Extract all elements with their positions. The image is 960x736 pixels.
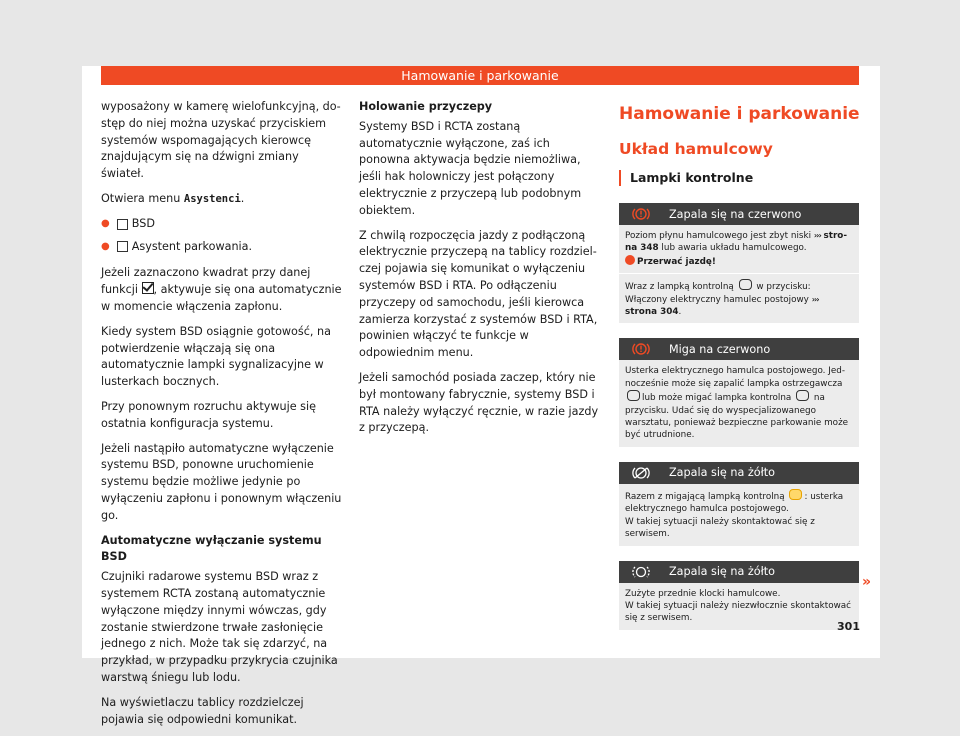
box-text: Usterka elektrycznego hamulca postojowego. Jednocześnie może się zapalić lampka ostrzegawcza [625, 366, 846, 389]
box-text: Poziom płynu hamulcowego jest zbyt niski [625, 231, 812, 241]
section-heading: Automatyczne wyłączanie systemu BSD [101, 533, 322, 564]
paragraph: Systemy BSD i RCTA zostaną automatycznie wyłączone, zaś ich ponowna aktywacja będzie niemożliwa, jeśli hak holowniczy jest połączony elektrycznie z przyczepą lub podobnym obiektem. [359, 119, 582, 217]
box-header [619, 462, 859, 484]
box-text: Zużyte przednie klocki hamulcowe. [625, 588, 781, 599]
warning-text: Przerwać jazdę! [637, 256, 716, 267]
brake-warning-icon [619, 207, 663, 221]
box-heading: Zapala się na czerwono [669, 207, 802, 221]
box-text: W takiej sytuacji należy niezwłocznie skontaktować się z serwisem. [625, 600, 852, 624]
paragraph: wyposażony w kamerę wielofunkcyjną, dostęp do niej można uzyskać przyciskiem systemów wspomagających kierowcę znajdującym się na dźwigni zmiany świateł. [101, 100, 341, 181]
bullet-icon: ● [101, 240, 110, 252]
box-text: . [678, 307, 682, 318]
list-item [101, 216, 345, 233]
continue-mark: » [862, 574, 872, 590]
page-number: 301 [837, 620, 860, 633]
box-text: lub może migać lampka kontrolna [642, 393, 792, 404]
subsection-title: Lampki kontrolne [619, 170, 859, 186]
link-arrow: ››› [813, 231, 821, 240]
section-heading: Holowanie przyczepy [359, 100, 493, 113]
paragraph: Kiedy system BSD osiągnie gotowość, na potwierdzenie włączają się ona automatycznie lampki sygnalizacyjne w lusterkach bocznych. [101, 324, 331, 389]
bullet-icon: ● [101, 217, 110, 229]
box-text: na przycisku. Udać się do wyspecjalizowanego warsztatu, ponieważ bezpieczne parkowanie może być utrudnione. [625, 393, 849, 441]
parking-brake-icon [789, 489, 802, 500]
paragraph: Czujniki radarowe systemu BSD wraz z systemem RCTA zostaną automatycznie wyłączone między innymi wówczas, gdy zostanie stwierdzone trwałe zasłonięcie jednego z nich. Może tak się zdarzyć, na przykład, w przypadku przykrycia czujnika warstwą śniegu lub lodu. [101, 570, 338, 684]
box-header [619, 203, 859, 225]
parking-brake-icon [627, 390, 640, 401]
box-row [619, 274, 859, 324]
middle-column [359, 99, 603, 445]
chapter-title: Hamowanie i parkowanie [619, 104, 860, 124]
paragraph: Przy ponownym rozruchu aktywuje się ostatnia konfiguracja systemu. [101, 399, 316, 430]
box-text: : usterka elektrycznego hamulca postojowego. [625, 491, 844, 515]
link-arrow: ››› [811, 294, 819, 304]
menu-suffix: . [240, 191, 245, 205]
stop-badge-icon [625, 255, 635, 265]
box-heading: Zapala się na żółto [669, 466, 776, 480]
option-label: BSD [131, 216, 155, 230]
menu-name: Asystenci [183, 192, 241, 205]
paragraph: Na wyświetlaczu tablicy rozdzielczej pojawia się odpowiedni komunikat. [101, 695, 304, 726]
brake-pads-icon [619, 565, 663, 579]
paragraph-text: Jeżeli zaznaczono kwadrat przy danej funkcji [101, 266, 311, 297]
indicator-box-red [619, 203, 859, 324]
box-heading: Miga na czerwono [669, 342, 771, 356]
brake-warning-icon [619, 342, 663, 356]
box-row [619, 225, 859, 274]
menu-paragraph [101, 191, 345, 208]
box-header [619, 338, 859, 360]
indicator-box-yellow-pads [619, 561, 859, 631]
paragraph: Jeżeli samochód posiada zaczep, który nie był montowany fabrycznie, systemy BSD i RTA należy wyłączyć ręcznie, w razie jazdy z przyczepą. [359, 370, 599, 435]
parking-brake-icon [796, 390, 809, 401]
paragraph [101, 265, 345, 315]
box-heading: Zapala się na żółto [669, 565, 776, 578]
box-header [619, 561, 859, 583]
paragraph: Jeżeli nastąpiło automatyczne wyłączenie systemu BSD, ponowne uruchomienie systemu będzie możliwe jedynie po wyłączeniu zapłonu i ponownym włączeniu go. [101, 441, 342, 522]
box-text: w przycisku: Włączony elektryczny hamulec postojowy [625, 282, 811, 305]
paragraph: Z chwilą rozpoczęcia jazdy z podłączoną elektrycznie przyczepą na tablicy rozdzielczej pojawia się komunikat o wyłączeniu systemów BSD i RTA. Po odłączeniu przyczepy od samochodu, jeśli kierowca zamierza korzystać z systemów BSD i RTA, powinien włączyć te funkcje w odpowiednim menu. [359, 228, 598, 360]
brake-warning-icon [619, 466, 663, 480]
box-text: Razem z migającą lampką kontrolną [625, 491, 785, 502]
section-title: Układ hamulcowy [619, 140, 773, 158]
paragraph-text: , aktywuje się ona automatycznie w momencie włączenia zapłonu. [101, 283, 342, 313]
indicator-box-red-blink [619, 338, 859, 447]
list-item [101, 239, 345, 256]
indicator-box-yellow [619, 462, 859, 547]
box-text: lub awaria układu hamulcowego. [661, 243, 807, 254]
checkbox-icon [117, 219, 128, 230]
box-text: W takiej sytuacji należy skontaktować się z serwisem. [625, 516, 815, 540]
right-column [619, 99, 859, 645]
box-row [619, 583, 859, 631]
option-label: Asystent parkowania. [131, 239, 253, 253]
checkbox-icon [117, 241, 128, 252]
box-row [619, 484, 859, 547]
box-text: Wraz z lampką kontrolną [625, 282, 734, 293]
page-link[interactable]: strona 348 [625, 231, 848, 254]
left-column [101, 99, 345, 736]
menu-prefix: Otwiera menu [101, 191, 181, 205]
box-row [619, 360, 859, 447]
checked-checkbox-icon [142, 282, 154, 294]
page-header-banner: Hamowanie i parkowanie [101, 66, 859, 85]
parking-brake-icon [739, 279, 752, 290]
page-link[interactable]: strona 304 [625, 307, 679, 318]
